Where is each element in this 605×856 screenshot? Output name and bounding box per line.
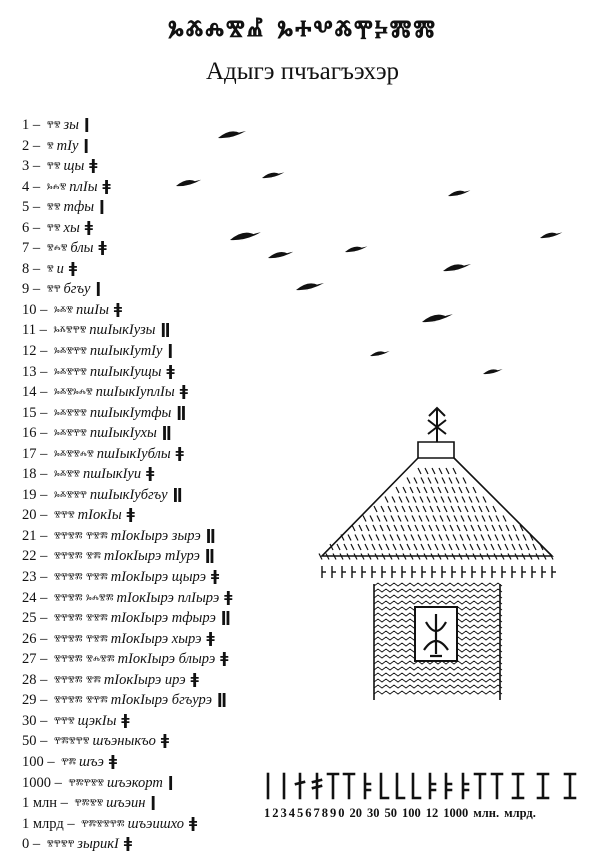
numeral-value: 18 — [22, 466, 37, 483]
numeral-row: 14 – ⰳⰶⰺⰳⰾⰺ пшIыкIуплIы ǂ — [22, 381, 322, 402]
numeral-native-script: ⰹⰿⰺⰹⰺ — [54, 735, 90, 749]
numeral-value: 5 — [22, 199, 30, 216]
numeral-word: тIокIырэ щырэ — [110, 569, 207, 586]
numeral-word: пшIыкIубгъу — [89, 486, 168, 503]
numeral-mark: ǁ — [220, 608, 231, 627]
numeral-native-script: ⰺ — [46, 139, 54, 153]
numeral-mark: ǂ — [113, 299, 123, 318]
numeral-row: 27 – ⰺⰹⰺⰿ ⰺⰾⰺⰿ тIокIырэ блырэ ǂ — [22, 648, 322, 669]
numeral-native-script: ⰺⰹⰺⰿ ⰺⰹⰿ — [54, 694, 108, 708]
numeral-native-script: ⰹⰿ — [61, 755, 77, 769]
numeral-native-script: ⰺⰹⰺⰿ ⰺⰿ — [54, 550, 101, 564]
numeral-word: пшIыкIутIу — [89, 343, 163, 360]
numeral-mark: ǁ — [205, 525, 216, 544]
numeral-value: 11 — [22, 322, 36, 339]
numeral-value: 23 — [22, 569, 37, 586]
numeral-native-script: ⰺⰹⰺⰿ ⰺⰿ — [54, 673, 101, 687]
numeral-native-script: ⰹⰺ — [46, 160, 61, 174]
numeral-row: 50 – ⰹⰿⰺⰹⰺ шъэныкъо ǂ — [22, 730, 322, 751]
numeral-value: 7 — [22, 240, 30, 257]
tower-finial — [428, 408, 446, 442]
numeral-value: 4 — [22, 178, 30, 195]
numeral-mark: ǀ — [83, 135, 89, 154]
tower-top-box — [418, 442, 454, 458]
numeral-mark: ǂ — [126, 505, 135, 524]
numeral-row: 21 – ⰺⰹⰺⰿ ⰹⰺⰿ тIокIырэ зырэ ǁ — [22, 525, 322, 546]
numeral-value: 6 — [22, 219, 30, 236]
numeral-word: тIокIырэ плIырэ — [116, 589, 220, 606]
numeral-value: 10 — [22, 301, 37, 318]
legend-number: 12 — [425, 806, 439, 820]
glyph-legend-marks — [268, 774, 575, 798]
legend-number: 1000 — [443, 806, 469, 820]
numeral-row: 3 – ⰹⰺ щы ǂ — [22, 155, 322, 176]
numeral-native-script: ⰳⰶⰺⰺ — [54, 468, 80, 482]
numeral-word: шъэныкъо — [92, 733, 156, 750]
numeral-native-script: ⰺⰹ — [46, 283, 61, 297]
numeral-value: 3 — [22, 158, 30, 175]
numeral-word: плIы — [69, 178, 98, 195]
legend-number: 50 — [384, 806, 397, 820]
roof-glyphs — [319, 468, 553, 560]
numeral-mark: ǂ — [211, 567, 220, 586]
numeral-row: 4 – ⰳⰾⰺ плIы ǂ — [22, 176, 322, 197]
bird-icon — [296, 283, 324, 291]
numeral-native-script: ⰳⰶⰺⰹⰺ — [53, 324, 87, 338]
numeral-word: бгъу — [63, 281, 91, 298]
numeral-value: 1 млрд — [22, 815, 64, 832]
numeral-mark: ǂ — [98, 238, 107, 257]
numeral-word: шъэишхо — [127, 815, 184, 832]
numeral-word: тIокIырэ ирэ — [103, 671, 186, 688]
numeral-mark: ǂ — [190, 669, 199, 688]
bird-icon — [370, 351, 390, 357]
numeral-value: 24 — [22, 589, 37, 606]
numeral-word: пшIыкIущы — [89, 363, 162, 380]
numeral-row: 8 – ⰺ и ǂ — [22, 258, 322, 279]
numeral-value: 8 — [22, 260, 30, 277]
legend-glyph — [513, 774, 523, 798]
numeral-mark: ǂ — [224, 587, 233, 606]
numeral-mark: ǂ — [84, 217, 93, 236]
numeral-native-script: ⰳⰾⰺ — [46, 180, 67, 194]
numeral-row: 1 млрд – ⰹⰿⰺⰺⰹⰿ шъэишхо ǂ — [22, 813, 322, 834]
legend-glyph — [430, 774, 435, 798]
numeral-word: пшIыкIутфы — [89, 404, 172, 421]
legend-glyph — [463, 774, 468, 798]
numeral-value: 0 — [22, 836, 30, 853]
numeral-native-script: ⰺⰹⰺⰿ ⰹⰺⰿ — [54, 571, 108, 585]
glyph-legend-numbers — [264, 806, 541, 821]
numeral-mark: ǂ — [160, 731, 170, 750]
bird-icon — [268, 252, 293, 259]
legend-number: 0 — [338, 806, 345, 820]
numeral-mark: ǁ — [172, 484, 183, 503]
numeral-value: 16 — [22, 425, 37, 442]
numeral-row: 12 – ⰳⰶⰺⰹⰺ пшIыкIутIу ǀ — [22, 340, 322, 361]
numeral-word: щэкIы — [77, 712, 117, 729]
numeral-row: 24 – ⰺⰹⰺⰿ ⰳⰾⰺⰿ тIокIырэ плIырэ ǂ — [22, 587, 322, 608]
numeral-native-script: ⰳⰶⰺⰹⰺ — [54, 345, 87, 359]
numeral-word: тIокIырэ хырэ — [110, 630, 202, 647]
numeral-value: 1000 — [22, 774, 51, 791]
bird-icon — [230, 232, 261, 241]
numeral-mark: ǁ — [204, 546, 215, 565]
numeral-row: 18 – ⰳⰶⰺⰺ пшIыкIуи ǂ — [22, 463, 322, 484]
numeral-row: 10 – ⰳⰶⰺ пшIы ǂ — [22, 299, 322, 320]
numeral-value: 28 — [22, 671, 37, 688]
numeral-row: 26 – ⰺⰹⰺⰿ ⰹⰺⰿ тIокIырэ хырэ ǂ — [22, 628, 322, 649]
bird-icon — [345, 246, 367, 252]
numeral-row: 30 – ⰹⰹⰺ щэкIы ǂ — [22, 710, 322, 731]
numeral-mark: ǂ — [108, 751, 118, 770]
numeral-word: блы — [70, 240, 94, 257]
numeral-row: 17 – ⰳⰶⰺⰺⰾⰺ пшIыкIублы ǂ — [22, 443, 322, 464]
numeral-row: 25 – ⰺⰹⰺⰿ ⰺⰺⰿ тIокIырэ тфырэ ǁ — [22, 607, 322, 628]
numeral-word: пшIыкIублы — [96, 445, 171, 462]
numeral-row: 11 – ⰳⰶⰺⰹⰺ пшIыкIузы ǁ — [22, 319, 322, 340]
numeral-native-script: ⰺⰹⰺⰿ ⰹⰺⰿ — [54, 529, 108, 543]
numeral-mark: ǂ — [102, 176, 111, 195]
numeral-value: 30 — [22, 712, 37, 729]
numeral-row: 2 – ⰺ тIу ǀ — [22, 135, 322, 156]
numeral-row: 28 – ⰺⰹⰺⰿ ⰺⰿ тIокIырэ ирэ ǂ — [22, 669, 322, 690]
tower-glyph-band — [322, 566, 556, 578]
numeral-word: тфы — [63, 199, 95, 216]
numeral-value: 13 — [22, 363, 37, 380]
numeral-word: хы — [63, 219, 80, 236]
numeral-word: тIокIырэ тIурэ — [103, 548, 200, 565]
tower-drawing — [319, 408, 556, 700]
numeral-native-script: ⰺⰹⰺⰹ — [46, 838, 75, 852]
numeral-mark: ǂ — [175, 443, 184, 462]
numeral-mark: ǁ — [216, 690, 227, 709]
bird-icon — [483, 369, 503, 375]
numeral-native-script: ⰳⰶⰺⰺⰺ — [54, 406, 87, 420]
numeral-native-script: ⰺⰹⰺ — [54, 509, 75, 523]
numeral-word: пшIы — [76, 301, 109, 318]
numeral-native-script: ⰹⰿⰹⰺⰺ — [68, 776, 104, 790]
numeral-row: 15 – ⰳⰶⰺⰺⰺ пшIыкIутфы ǁ — [22, 402, 322, 423]
numeral-word: тIу — [56, 137, 79, 154]
legend-glyph — [565, 774, 575, 798]
numeral-native-script: ⰳⰶⰺⰺⰹ — [54, 488, 87, 502]
legend-number: 100 — [402, 806, 421, 820]
numeral-native-script: ⰺⰹⰺⰿ ⰳⰾⰺⰿ — [54, 591, 114, 605]
numeral-mark: ǂ — [220, 649, 229, 668]
numeral-row: 23 – ⰺⰹⰺⰿ ⰹⰺⰿ тIокIырэ щырэ ǂ — [22, 566, 322, 587]
numeral-mark: ǁ — [161, 423, 172, 442]
numeral-native-script: ⰹⰿⰺⰺⰹⰿ — [81, 817, 125, 831]
legend-number: 1 — [264, 806, 271, 820]
numeral-mark: ǂ — [188, 813, 198, 832]
numeral-word: тIокIырэ бгъурэ — [110, 692, 212, 709]
numeral-mark: ǀ — [84, 115, 90, 133]
numeral-row: 16 – ⰳⰶⰺⰹⰺ пшIыкIухы ǁ — [22, 422, 322, 443]
legend-glyph — [492, 774, 502, 798]
numeral-native-script: ⰳⰶⰺⰹⰺ — [54, 427, 87, 441]
numeral-native-script: ⰹⰺ — [46, 221, 61, 235]
bird-icon — [218, 131, 246, 139]
numeral-row: 9 – ⰺⰹ бгъу ǀ — [22, 278, 322, 299]
legend-glyph — [381, 774, 388, 798]
numeral-value: 1 млн — [22, 795, 58, 812]
birds-flock — [176, 131, 562, 375]
numeral-mark: ǂ — [166, 361, 175, 380]
legend-number: 6 — [305, 806, 312, 820]
numeral-value: 15 — [22, 404, 37, 421]
numeral-native-script: ⰹⰹⰺ — [54, 714, 75, 728]
bird-icon — [448, 190, 470, 196]
numeral-row: 1 – ⰹⰺ зы ǀ — [22, 114, 322, 135]
numeral-native-script: ⰺⰹⰺⰿ ⰹⰺⰿ — [54, 632, 108, 646]
numeral-native-script: ⰳⰶⰺⰺⰾⰺ — [54, 447, 94, 461]
legend-glyph — [475, 774, 485, 798]
numeral-row: 1000 – ⰹⰿⰹⰺⰺ шъэкорт ǀ — [22, 772, 322, 793]
legend-number: 7 — [313, 806, 320, 820]
bird-icon — [540, 232, 562, 238]
legend-glyph — [328, 774, 338, 798]
numeral-value: 21 — [22, 527, 37, 544]
numeral-mark: ǀ — [99, 197, 105, 216]
numeral-word: и — [56, 260, 64, 277]
bird-icon — [422, 314, 453, 323]
numeral-mark: ǁ — [176, 402, 187, 421]
legend-number: млн. — [473, 806, 500, 820]
legend-glyph — [296, 774, 304, 798]
page-title-native-script: ⰳⰶⰾⰺⰼ ⰳⰰⰲⰶⰹⰽⰿⰿ — [168, 14, 437, 49]
legend-number: 4 — [288, 806, 295, 820]
numeral-mark: ǂ — [121, 710, 130, 729]
numeral-row: 19 – ⰳⰶⰺⰺⰹ пшIыкIубгъу ǁ — [22, 484, 322, 505]
numeral-mark: ǂ — [89, 156, 98, 175]
legend-glyph — [397, 774, 404, 798]
page-subtitle: Адыгэ пчъагъэхэр — [205, 58, 400, 85]
numeral-mark: ǂ — [123, 834, 133, 853]
numeral-word: шъэкорт — [106, 774, 163, 791]
legend-glyph — [446, 774, 451, 798]
numeral-mark: ǀ — [150, 793, 157, 812]
legend-number: 5 — [297, 806, 304, 820]
numeral-row: 1 млн – ⰹⰿⰺⰺ шъэин ǀ — [22, 792, 322, 813]
legend-glyph — [365, 774, 370, 798]
numeral-row: 7 – ⰺⰾⰺ блы ǂ — [22, 237, 322, 258]
legend-glyph — [344, 774, 354, 798]
numeral-word: шъэин — [106, 795, 146, 812]
legend-number: 3 — [280, 806, 287, 820]
numeral-row: 0 – ⰺⰹⰺⰹ зырикI ǂ — [22, 833, 322, 854]
numeral-mark: ǀ — [95, 279, 102, 298]
numeral-value: 25 — [22, 610, 37, 627]
legend-glyph — [313, 774, 321, 798]
numeral-word: пшIыкIузы — [89, 322, 156, 339]
numeral-mark: ǀ — [167, 772, 174, 791]
legend-number: млрд. — [504, 806, 536, 820]
numeral-row: 6 – ⰹⰺ хы ǂ — [22, 217, 322, 238]
numeral-word: щы — [63, 158, 85, 175]
numeral-native-script: ⰺⰺ — [46, 201, 61, 215]
numeral-word: тIокIырэ блырэ — [117, 651, 216, 668]
numeral-native-script: ⰹⰿⰺⰺ — [74, 797, 104, 811]
numeral-native-script: ⰳⰶⰺ — [54, 303, 74, 317]
numeral-word: тIокIырэ зырэ — [110, 527, 201, 544]
numeral-value: 19 — [22, 486, 37, 503]
legend-number: 30 — [367, 806, 380, 820]
numeral-value: 9 — [22, 281, 30, 298]
numeral-mark: ǀ — [167, 341, 174, 360]
numeral-row: 20 – ⰺⰹⰺ тIокIы ǂ — [22, 504, 322, 525]
numeral-native-script: ⰺ — [46, 262, 54, 276]
numeral-word: зы — [63, 117, 79, 133]
numeral-native-script: ⰺⰾⰺ — [46, 242, 68, 256]
numeral-word: пшIыкIуплIы — [95, 384, 175, 401]
legend-glyph — [413, 774, 420, 798]
numeral-value: 12 — [22, 343, 37, 360]
numeral-value: 14 — [22, 384, 37, 401]
numeral-row: 22 – ⰺⰹⰺⰿ ⰺⰿ тIокIырэ тIурэ ǁ — [22, 545, 322, 566]
numeral-mark: ǁ — [160, 320, 171, 339]
numeral-mark: ǂ — [206, 628, 215, 647]
numeral-native-script: ⰺⰹⰺⰿ ⰺⰾⰺⰿ — [54, 653, 115, 667]
numeral-word: тIокIырэ тфырэ — [110, 610, 216, 627]
bird-icon — [176, 180, 201, 187]
numeral-value: 50 — [22, 733, 37, 750]
numeral-row: 29 – ⰺⰹⰺⰿ ⰺⰹⰿ тIокIырэ бгъурэ ǁ — [22, 689, 322, 710]
numeral-value: 17 — [22, 445, 37, 462]
legend-number: 8 — [321, 806, 328, 820]
numeral-row: 5 – ⰺⰺ тфы ǀ — [22, 196, 322, 217]
numeral-native-script: ⰳⰶⰺⰹⰺ — [54, 365, 87, 379]
numeral-word: шъэ — [79, 753, 104, 770]
numeral-value: 22 — [22, 548, 37, 565]
numeral-native-script: ⰺⰹⰺⰿ ⰺⰺⰿ — [54, 612, 108, 626]
legend-number: 2 — [272, 806, 279, 820]
numeral-value: 26 — [22, 630, 37, 647]
numeral-row: 100 – ⰹⰿ шъэ ǂ — [22, 751, 322, 772]
bird-icon — [443, 264, 471, 272]
numeral-mark: ǂ — [179, 382, 188, 401]
numeral-mark: ǂ — [68, 258, 78, 277]
numeral-word: пшIыкIухы — [89, 425, 157, 442]
legend-number: 9 — [330, 806, 337, 820]
numeral-word: тIокIы — [77, 507, 122, 524]
numeral-value: 2 — [22, 137, 30, 154]
numeral-native-script: ⰳⰶⰺⰳⰾⰺ — [54, 386, 93, 400]
numeral-value: 29 — [22, 692, 37, 709]
numeral-value: 20 — [22, 507, 37, 524]
numeral-native-script: ⰹⰺ — [46, 119, 61, 132]
numeral-word: зырикI — [77, 836, 119, 853]
legend-glyph — [538, 774, 548, 798]
numeral-row: 13 – ⰳⰶⰺⰹⰺ пшIыкIущы ǂ — [22, 361, 322, 382]
legend-number: 20 — [349, 806, 362, 820]
numeral-word: пшIыкIуи — [82, 466, 142, 483]
bird-icon — [262, 172, 284, 178]
numeral-value: 27 — [22, 651, 37, 668]
numeral-value: 1 — [22, 117, 30, 133]
numeral-value: 100 — [22, 753, 44, 770]
numeral-mark: ǂ — [146, 464, 155, 483]
